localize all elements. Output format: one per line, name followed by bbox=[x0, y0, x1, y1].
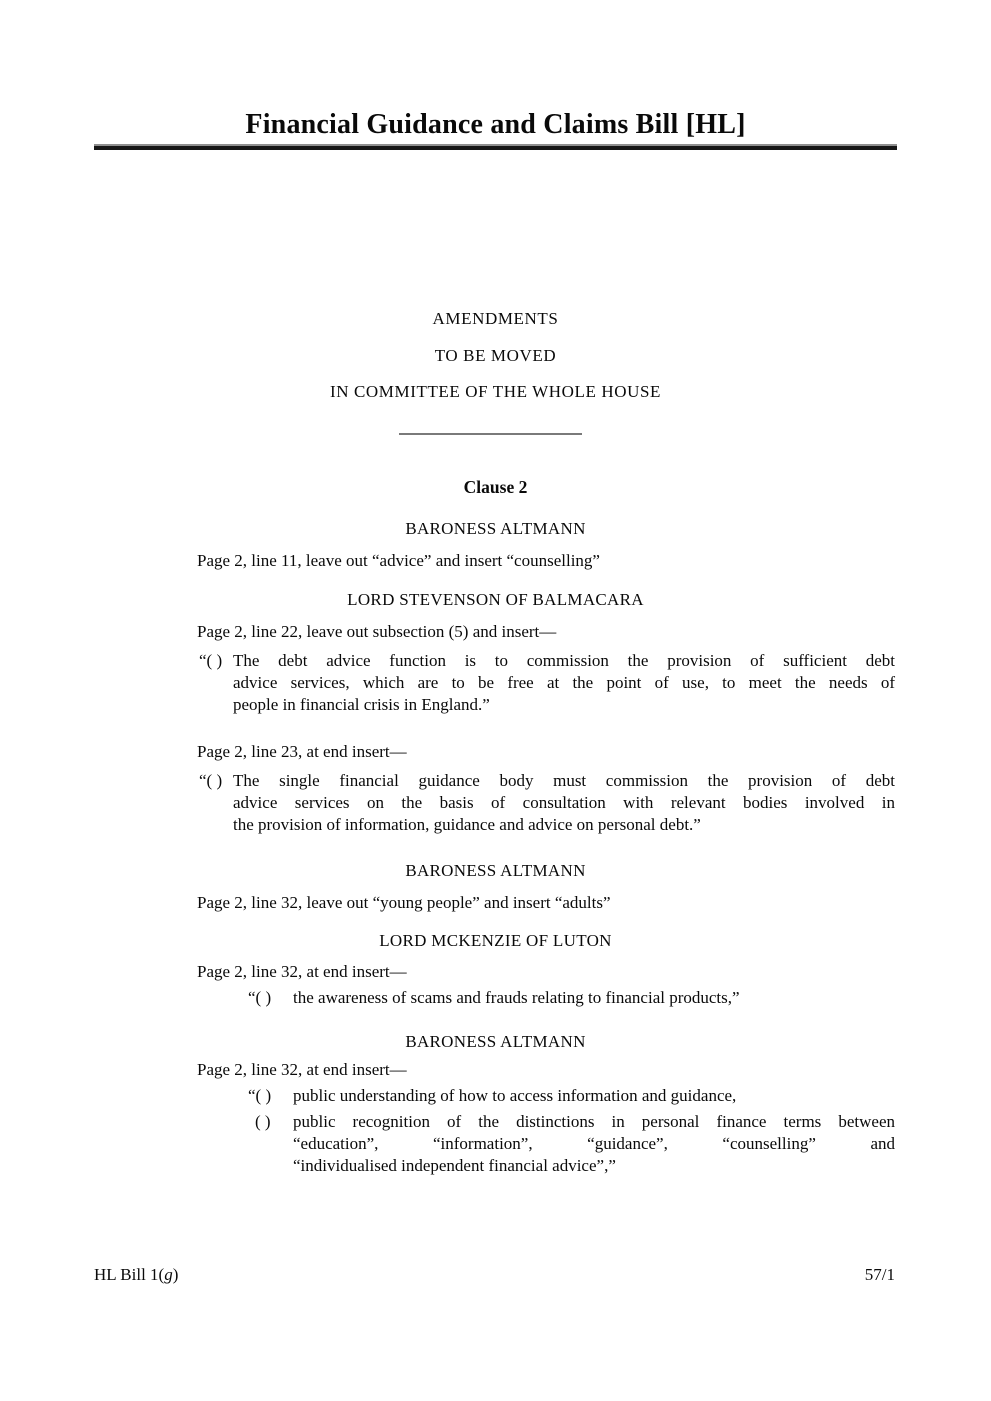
sponsor-heading: BARONESS ALTMANN bbox=[405, 1032, 586, 1051]
inserted-text-line: advice services on the basis of consultation with relevant bodies involved in bbox=[233, 793, 895, 812]
clause-heading: Clause 2 bbox=[463, 477, 528, 497]
amendment-inserted-text bbox=[197, 987, 895, 1009]
inserted-text-line: the awareness of scams and frauds relating to financial products,” bbox=[293, 988, 740, 1007]
inserted-text-line: public recognition of the distinctions in personal finance terms between bbox=[293, 1112, 895, 1131]
section-divider bbox=[399, 433, 582, 435]
subsection-marker: “( ) bbox=[199, 771, 223, 790]
subsection-marker: “( ) bbox=[248, 988, 272, 1007]
preamble-committee: IN COMMITTEE OF THE WHOLE HOUSE bbox=[329, 382, 662, 401]
preamble-to-be-moved: TO BE MOVED bbox=[434, 346, 557, 365]
amendment-instruction: Page 2, line 22, leave out subsection (5) and insert— bbox=[197, 622, 557, 641]
sponsor-heading: LORD STEVENSON OF BALMACARA bbox=[347, 590, 644, 609]
inserted-text-line: The debt advice function is to commission the provision of sufficient debt bbox=[233, 651, 895, 670]
title-rule bbox=[94, 144, 897, 150]
page-number: 57/1 bbox=[864, 1265, 895, 1284]
amendment-inserted-text bbox=[197, 770, 895, 836]
amendment-inserted-text bbox=[197, 1085, 895, 1107]
subsection-marker: “( ) bbox=[199, 651, 223, 670]
inserted-text-line: public understanding of how to access information and guidance, bbox=[293, 1086, 737, 1105]
amendment-instruction: Page 2, line 32, at end insert— bbox=[197, 1060, 407, 1079]
amendment-inserted-text bbox=[197, 650, 895, 716]
page-footer bbox=[94, 1264, 895, 1286]
inserted-text-line: people in financial crisis in England.” bbox=[233, 695, 490, 714]
amendment-instruction: Page 2, line 32, leave out “young people” and insert “adults” bbox=[197, 893, 611, 912]
sponsor-heading: BARONESS ALTMANN bbox=[405, 861, 586, 880]
inserted-text-line: advice services, which are to be free at the point of use, to meet the needs of bbox=[233, 673, 895, 692]
preamble-amendments: AMENDMENTS bbox=[432, 309, 559, 328]
sponsor-heading: BARONESS ALTMANN bbox=[405, 519, 586, 538]
inserted-text-line: “education”, “information”, “guidance”, “counselling” and bbox=[293, 1134, 895, 1153]
bill-reference: HL Bill 1(g) bbox=[94, 1265, 179, 1284]
page-title: Financial Guidance and Claims Bill [HL] bbox=[245, 109, 746, 140]
amendment-instruction: Page 2, line 23, at end insert— bbox=[197, 742, 407, 761]
amendment-instruction: Page 2, line 11, leave out “advice” and insert “counselling” bbox=[197, 551, 600, 570]
subsection-marker: “( ) bbox=[248, 1086, 272, 1105]
inserted-text-line: the provision of information, guidance and advice on personal debt.” bbox=[233, 815, 701, 834]
amendment-instruction: Page 2, line 32, at end insert— bbox=[197, 962, 407, 981]
amendment-inserted-text bbox=[197, 1111, 895, 1177]
inserted-text-line: “individualised independent financial advice”,” bbox=[293, 1156, 616, 1175]
sponsor-heading: LORD MCKENZIE OF LUTON bbox=[379, 931, 612, 950]
subsection-marker: ( ) bbox=[255, 1112, 271, 1131]
inserted-text-line: The single financial guidance body must commission the provision of debt bbox=[233, 771, 895, 790]
